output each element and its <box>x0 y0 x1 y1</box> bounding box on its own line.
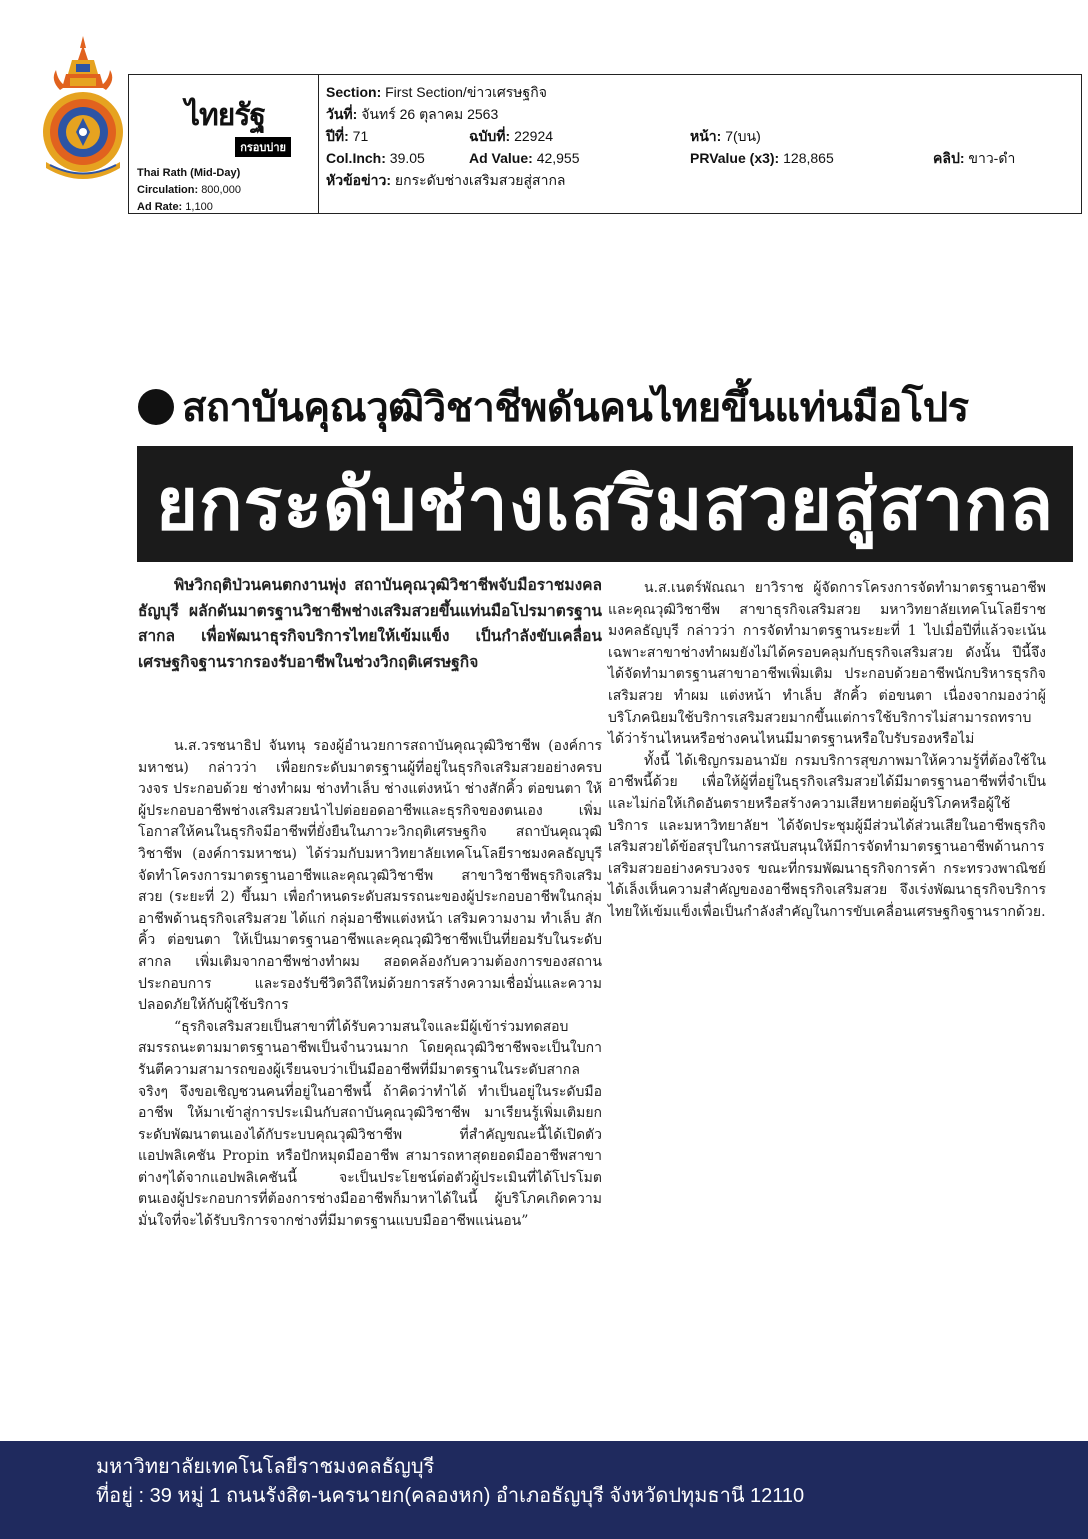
paragraph: น.ส.เนตร์พัณณา ยาวิราช ผู้จัดการโครงการจัดทำมาตรฐานอาชีพและคุณวุฒิวิชาชีพ สาขาธุรกิจเสริมสวย มหาวิทยาลัยเทคโนโลยีราชมงคลธัญบุรี กล่าวว่า การจัดทำมาตรฐานระยะที่ 1 ไปเมื่อปีที่แล้วจะเน้นเฉพาะสาขาช่างทำผมยังไม่ได้ครอบคลุมกับธุรกิจเสริมสวย ดังนั้น ปีนี้จึงได้จัดทำมาตรฐานสาขาอาชีพเพิ่มเติม ประกอบด้วยอาชีพนักบริหารธุรกิจเสริมสวย ทำผม แต่งหน้า ทำเล็บ สักคิ้ว ต่อขนตา เนื่องจากมองว่าผู้บริโภคนิยมใช้บริการเสริมสวยมากขึ้นแต่การใช้บริการไม่สามารถทราบได้ว่าร้านไหนหรือช่างคนไหนมีมาตรฐานหรือใบรับรองหรือไม่ <box>608 580 1046 748</box>
lead-paragraph: พิษวิกฤติป่วนคนตกงานพุ่ง สถาบันคุณวุฒิวิชาชีพจับมือราชมงคลธัญบุรี ผลักดันมาตรฐานวิชาชีพช่างเสริมสวยขึ้นแท่นมือโปรมาตรฐานสากล เพื่อพัฒนาธุรกิจบริการไทยให้เข้มแข็ง เป็นกำลังขับเคลื่อนเศรษฐกิจฐานรากรองรับอาชีพในช่วงวิกฤติเศรษฐกิจ <box>138 575 602 671</box>
article-column-right <box>608 578 1046 924</box>
thairath-masthead <box>159 97 291 157</box>
clip-info <box>326 81 1073 191</box>
section-row: Section: First Section/ข่าวเศรษฐกิจ <box>326 84 547 100</box>
publication-name: Thai Rath (Mid-Day) <box>137 167 241 179</box>
masthead-logo: ไทยรัฐ <box>184 98 266 133</box>
publication-meta <box>137 165 241 216</box>
issue-row: ปีที่: 71 ฉบับที่: 22924 หน้า: 7(บน) <box>326 128 761 144</box>
headline-row: หัวข้อข่าว: ยกระดับช่างเสริมสวยสู่สากล <box>326 172 566 188</box>
article-lead <box>138 572 602 674</box>
ad-rate: Ad Rate: 1,100 <box>137 201 213 213</box>
article-kicker: สถาบันคุณวุฒิวิชาชีพดันคนไทยขึ้นแท่นมือโปร <box>138 378 1078 438</box>
paragraph: “ธุรกิจเสริมสวยเป็นสาขาที่ได้รับความสนใจและมีผู้เข้าร่วมทดสอบสมรรถนะตามมาตรฐานอาชีพเป็นจำนวนมาก โดยคุณวุฒิวิชาชีพจะเป็นใบการันตีความสามารถของผู้เรียนจบว่าเป็นมืออาชีพที่มีมาตรฐานในระดับสากลจริงๆ จึงขอเชิญชวนคนที่อยู่ในอาชีพนี้ ถ้าคิดว่าทำได้ ทำเป็นอยู่ในระดับมืออาชีพ ให้มาเข้าสู่การประเมินกับสถาบันคุณวุฒิวิชาชีพ มาเรียนรู้เพิ่มเติมยกระดับพัฒนาตนเองได้กับระบบคุณวุฒิวิชาชีพ ที่สำคัญขณะนี้ได้เปิดตัวแอปพลิเคชัน Propin หรือปักหมุดมืออาชีพ สามารถหาสุดยอดมืออาชีพสาขาต่างๆได้จากแอปพลิเคชันนี้ จะเป็นประโยชน์ต่อตัวผู้ประเมินที่ได้โปรโมตตนเองผู้ประกอบการที่ต้องการช่างมืออาชีพก็มาหาได้ในนี้ ผู้บริโภคเกิดความมั่นใจที่จะได้รับบริการจากช่างที่มีมาตรฐานแบบมืออาชีพแน่นอน” <box>138 1018 602 1230</box>
footer-university-name: มหาวิทยาลัยเทคโนโลยีราชมงคลธัญบุรี <box>96 1456 435 1478</box>
clipping-header <box>128 74 1082 214</box>
paragraph: น.ส.วรชนาธิป จันทนุ รองผู้อำนวยการสถาบันคุณวุฒิวิชาชีพ (องค์การมหาชน) กล่าวว่า เพื่อยกระดับมาตรฐานผู้ที่อยู่ในธุรกิจเสริมสวยอย่างครบวงจร ประกอบด้วย ช่างทำผม ช่างทำเล็บ ช่างแต่งหน้า ช่างสักคิ้ว ต่อขนตา ให้ผู้ประกอบอาชีพช่างเสริมสวยนำไปต่อยอดอาชีพและธุรกิจของตนเอง เพิ่มโอกาสให้คนในธุรกิจมีอาชีพที่ยั่งยืนในภาวะวิกฤติเศรษฐกิจ สถาบันคุณวุฒิวิชาชีพ (องค์การมหาชน) ได้ร่วมกับมหาวิทยาลัยเทคโนโลยีราชมงคลธัญบุรี จัดทำโครงการมาตรฐานอาชีพและคุณวุฒิวิชาชีพ สาขาวิชาชีพธุรกิจเสริมสวย (ระยะที่ 2) ขึ้นมา เพื่อกำหนดระดับสมรรถนะของผู้ประกอบอาชีพในกลุ่มอาชีพด้านธุรกิจเสริมสวย ได้แก่ กลุ่มอาชีพแต่งหน้า เสริมความงาม ทำเล็บ สักคิ้ว ต่อขนตา ให้เป็นมาตรฐานอาชีพและคุณวุฒิวิชาชีพเป็นที่ยอมรับในระดับสากล เพิ่มเติมจากอาชีพช่างทำผม สอดคล้องกับความต้องการของสถานประกอบการ และรองรับชีวิตวิถีใหม่ด้วยการสร้างความเชื่อมั่นและความปลอดภัยให้กับผู้ใช้บริการ <box>138 738 602 1014</box>
university-emblem-icon <box>40 34 126 184</box>
edition-tag: กรอบบ่าย <box>235 137 291 157</box>
value-row: Col.Inch: 39.05 Ad Value: 42,955 PRValue (x3): 128,865 คลิป: ขาว-ดำ <box>326 150 1016 166</box>
circulation: Circulation: 800,000 <box>137 184 241 196</box>
article-headline: ยกระดับช่างเสริมสวยสู่สากล <box>137 446 1073 562</box>
publication-box <box>129 75 319 214</box>
paragraph: ทั้งนี้ ได้เชิญกรมอนามัย กรมบริการสุขภาพมาให้ความรู้ที่ต้องใช้ในอาชีพนี้ด้วย เพื่อให้ผู้ที่อยู่ในธุรกิจเสริมสวยได้มีมาตรฐานอาชีพที่จำเป็น และไม่ก่อให้เกิดอันตรายหรือสร้างความเสียหายต่อผู้บริโภคหรือผู้ใช้บริการ และมหาวิทยาลัยฯ ได้จัดประชุมผู้มีส่วนได้ส่วนเสียในอาชีพธุรกิจเสริมสวยได้ข้อสรุปในการสนับสนุนให้มีการจัดทำมาตรฐานอาชีพด้านการเสริมสวยอย่างครบวงจร ขณะที่กรมพัฒนาธุรกิจการค้า กระทรวงพาณิชย์ได้เล็งเห็นความสำคัญของอาชีพธุรกิจเสริมสวย จึงเร่งพัฒนาธุรกิจบริการไทยให้เข้มแข็งเพื่อเป็นกำลังสำคัญในการขับเคลื่อนเศรษฐกิจฐานรากด้วย. <box>608 752 1046 920</box>
footer-bar <box>0 1441 1088 1539</box>
bullet-icon <box>138 389 174 425</box>
date-row: วันที่: จันทร์ 26 ตุลาคม 2563 <box>326 106 499 122</box>
article-column-left <box>138 736 602 1233</box>
footer-address: ที่อยู่ : 39 หมู่ 1 ถนนรังสิต-นครนายก(คลองหก) อำเภอธัญบุรี จังหวัดปทุมธานี 12110 <box>96 1485 805 1507</box>
